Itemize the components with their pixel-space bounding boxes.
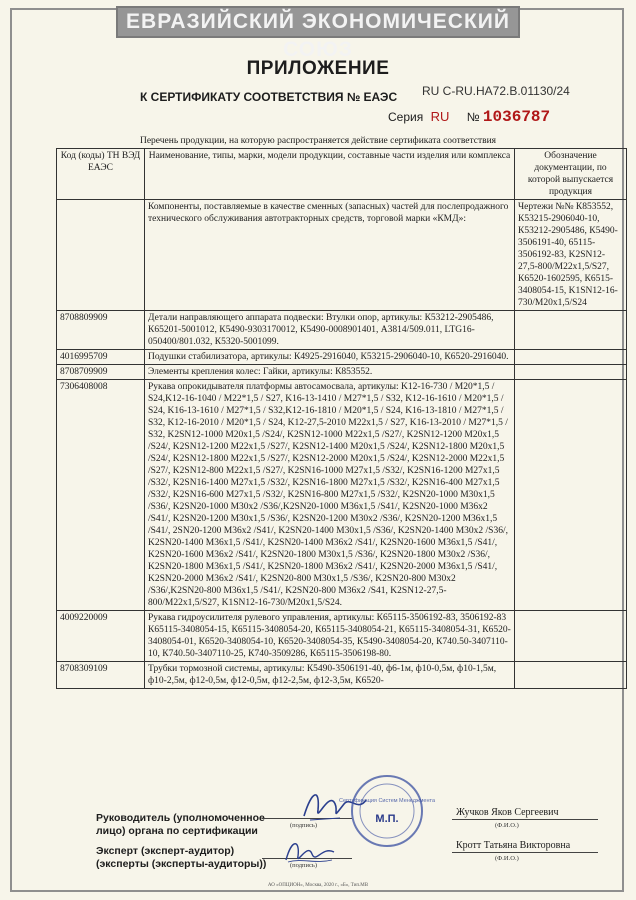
expert-name: Кротт Татьяна Викторовна	[456, 840, 571, 851]
table-row	[57, 365, 627, 380]
series-label: Серия	[388, 110, 424, 124]
cell-name: Детали направляющего аппарата подвески: Втулки опор, артикулы: К53212-2905486, К65201-5001012, К5490-9303170012, К5490-0008901401, А3814/509.011, LTG16-050400/801.032, К5320-5001099.	[145, 311, 515, 350]
head-fio-hint: (Ф.И.О.)	[495, 822, 519, 829]
table-row	[57, 611, 627, 662]
products-table	[56, 148, 627, 689]
table-header-row	[57, 149, 627, 200]
series-value: RU	[430, 109, 450, 124]
cell-doc	[515, 611, 627, 662]
expert-label-line-2: (эксперты (эксперты-аудиторы))	[96, 858, 267, 870]
cell-doc	[515, 311, 627, 350]
cell-name: Компоненты, поставляемые в качестве сменных (запасных) частей для послепродажного технического обслуживания автотракторных средств, торговой марки «КМД»:	[145, 200, 515, 311]
page-title: ПРИЛОЖЕНИЕ	[246, 58, 390, 79]
certification-stamp	[338, 774, 436, 848]
cell-doc	[515, 662, 627, 689]
eaeu-banner: ЕВРАЗИЙСКИЙ ЭКОНОМИЧЕСКИЙ СОЮЗ	[116, 6, 520, 38]
expert-signature-hint: (подпись)	[290, 862, 317, 869]
expert-fio-hint: (Ф.И.О.)	[495, 855, 519, 862]
cell-name: Подушки стабилизатора, артикулы: К4925-2916040, К53215-2906040-10, К6520-2916040.	[145, 350, 515, 365]
cell-code	[57, 200, 145, 311]
certificate-number: RU C-RU.HA72.B.01130/24	[422, 84, 570, 98]
cell-doc: Чертежи №№ К853552, К53215-2906040-10, К53212-2905486, К5490-3506191-40, 65115-3506192-83, K2SN12-27,5-800/M22x1,5/S27, К6520-1602595, К6515-3408054-15, K1SN12-16-730/M20x1,5/S24	[515, 200, 627, 311]
head-name: Жучков Яков Сергеевич	[456, 807, 559, 818]
cell-name: Трубки тормозной системы, артикулы: К5490-3506191-40, ф6-1м, ф10-0,5м, ф10-1,5м, ф10-2,5м, ф12-0,5м, ф12-0,5м, ф12-2,5м, ф12-3,5м, К6520-	[145, 662, 515, 689]
table-row	[57, 200, 627, 311]
stamp-mark: М.П.	[375, 813, 399, 825]
cell-doc	[515, 350, 627, 365]
cell-code: 7306408008	[57, 380, 145, 611]
cell-name: Рукава опрокидывателя платформы автосамосвала, артикулы: K12-16-730 / M20*1,5 / S24,K12-16-1040 / M22*1,5 / S27, K16-13-1410 / M27*1,5 / S32, K12-16-1610 / M20*1,5 / S24, K16-13-1610 / M27*1,5 / S32,K12-16-1810 / M20*1,5 / S24, K16-13-1810 / M27*1,5 / S32, K12-16-2010 / M20*1,5 / S24, K12-27,5-2010 M22x1,5 / S27, K16-13-2010 / M27*1,5 / S32, K2SN12-1000 M20x1,5 /S24/, K2SN12-1000 M22x1,5 /S27/, K2SN12-1200 M20x1,5 /S24/, K2SN12-1200 M22x1,5 /S27/, K2SN12-1400 M20x1,5 /S24/, K2SN12-1800 M20x1,5 /S24/, K2SN12-1800 M22x1,5 /S27/, K2SN12-2000 M20x1,5 /S24/, K2SN12-2000 M22x1,5 /S27/, K2SN12-800 M22x1,5 /S27/, K2SN16-1000 M27x1,5 /S32/, K2SN16-1200 M27x1,5 /S32/, K2SN16-1400 M27x1,5 /S32/, K2SN16-1800 M27x1,5 /S32/, K2SN16-400 M27x1,5 /S32/, K2SN16-600 M27x1,5 /S32/, K2SN16-800 M27x1,5 /S32/, K2SN20-1000 M30x1,5 /S36/, K2SN20-1000 M30x2 /S36/,K2SN20-1000 M36x1,5 /S41/, K2SN20-1000 M36x2 /S41/, K2SN20-1200 M30x1,5 /S36/, K2SN20-1200 M30x2 /S36/, K2SN20-1200 M36x1,5 /S41/, 2SN20-1200 M36x2 /S41/, K2SN20-1400 M30x1,5 /S36/, K2SN20-1400 M30x2 /S36/, K2SN20-1400 M36x1,5 /S41/, K2SN20-1400 M36x2 /S41/, K2SN20-1600 M36x1,5 /S41/, K2SN20-1600 M36x2 /S41/, K2SN20-1800 M30x1,5 /S36/, K2SN20-1800 M30x2 /S36/, K2SN20-1800 M36x1,5 /S41/, K2SN20-1800 M36x2 /S41/, K2SN20-2000 M36x1,5 /S41/, K2SN20-2000 M36x2 /S41/, K2SN20-800 M30x1,5 /S36/, K2SN20-800 M30x2 /S36/,K2SN20-800 M36x1,5 /S41/, K2SN20-800 M36x2 /S41, K2SN12-27,5-800/M22x1,5/S27, K1SN12-16-730/M20x1,5/S24.	[145, 380, 515, 611]
head-signature-hint: (подпись)	[290, 822, 317, 829]
cell-doc	[515, 380, 627, 611]
cell-name: Элементы крепления колес: Гайки, артикулы: К853552.	[145, 365, 515, 380]
head-label-line-2: лицо) органа по сертификации	[96, 825, 258, 837]
expert-signature	[282, 832, 340, 870]
head-label-line-1: Руководитель (уполномоченное	[96, 812, 265, 824]
cell-code: 8708709909	[57, 365, 145, 380]
cell-doc	[515, 365, 627, 380]
cell-code: 8708309109	[57, 662, 145, 689]
header-doc: Обозначение документации, по которой выпускается продукция	[515, 149, 627, 200]
expert-label-line-1: Эксперт (эксперт-аудитор)	[96, 845, 235, 857]
cell-code: 4016995709	[57, 350, 145, 365]
cell-code: 4009220009	[57, 611, 145, 662]
table-row	[57, 662, 627, 689]
header-name: Наименование, типы, марки, модели продукции, составные части изделия или комплекса	[145, 149, 515, 200]
series-row	[388, 108, 550, 126]
number-sign: №	[466, 110, 480, 124]
cell-code: 8708809909	[57, 311, 145, 350]
expert-name-line	[452, 852, 598, 853]
header-code: Код (коды) ТН ВЭД ЕАЭС	[57, 149, 145, 200]
table-row	[57, 350, 627, 365]
table-row	[57, 380, 627, 611]
expert-label	[96, 845, 266, 871]
table-caption: Перечень продукции, на которую распространяется действие сертификата соответствия	[139, 136, 497, 146]
head-name-line	[452, 819, 598, 820]
table-row	[57, 311, 627, 350]
head-label	[96, 812, 265, 838]
form-number: 1036787	[482, 108, 551, 126]
cell-name: Рукава гидроусилителя рулевого управления, артикулы: К65115-3506192-83, 3506192-83 К65115-3408054-15, К65115-3408054-20, К65115-3408054-21, К65115-3408054-31, К6520-3408054-01, К6520-3408054-10, К6520-3408054-35, К5490-3408054-20, К740.50-3407110-10, К740.50-3407110-25, К740-3509286, К65115-3506198-80.	[145, 611, 515, 662]
stamp-caption: Сертификация Систем Менеджмента	[338, 798, 436, 804]
print-info: АО «ОПЦИОН», Москва, 2020 г., «Б», Тип.МВ	[267, 883, 369, 888]
page-subtitle: К СЕРТИФИКАТУ СООТВЕТСТВИЯ № ЕАЭС	[140, 90, 398, 104]
